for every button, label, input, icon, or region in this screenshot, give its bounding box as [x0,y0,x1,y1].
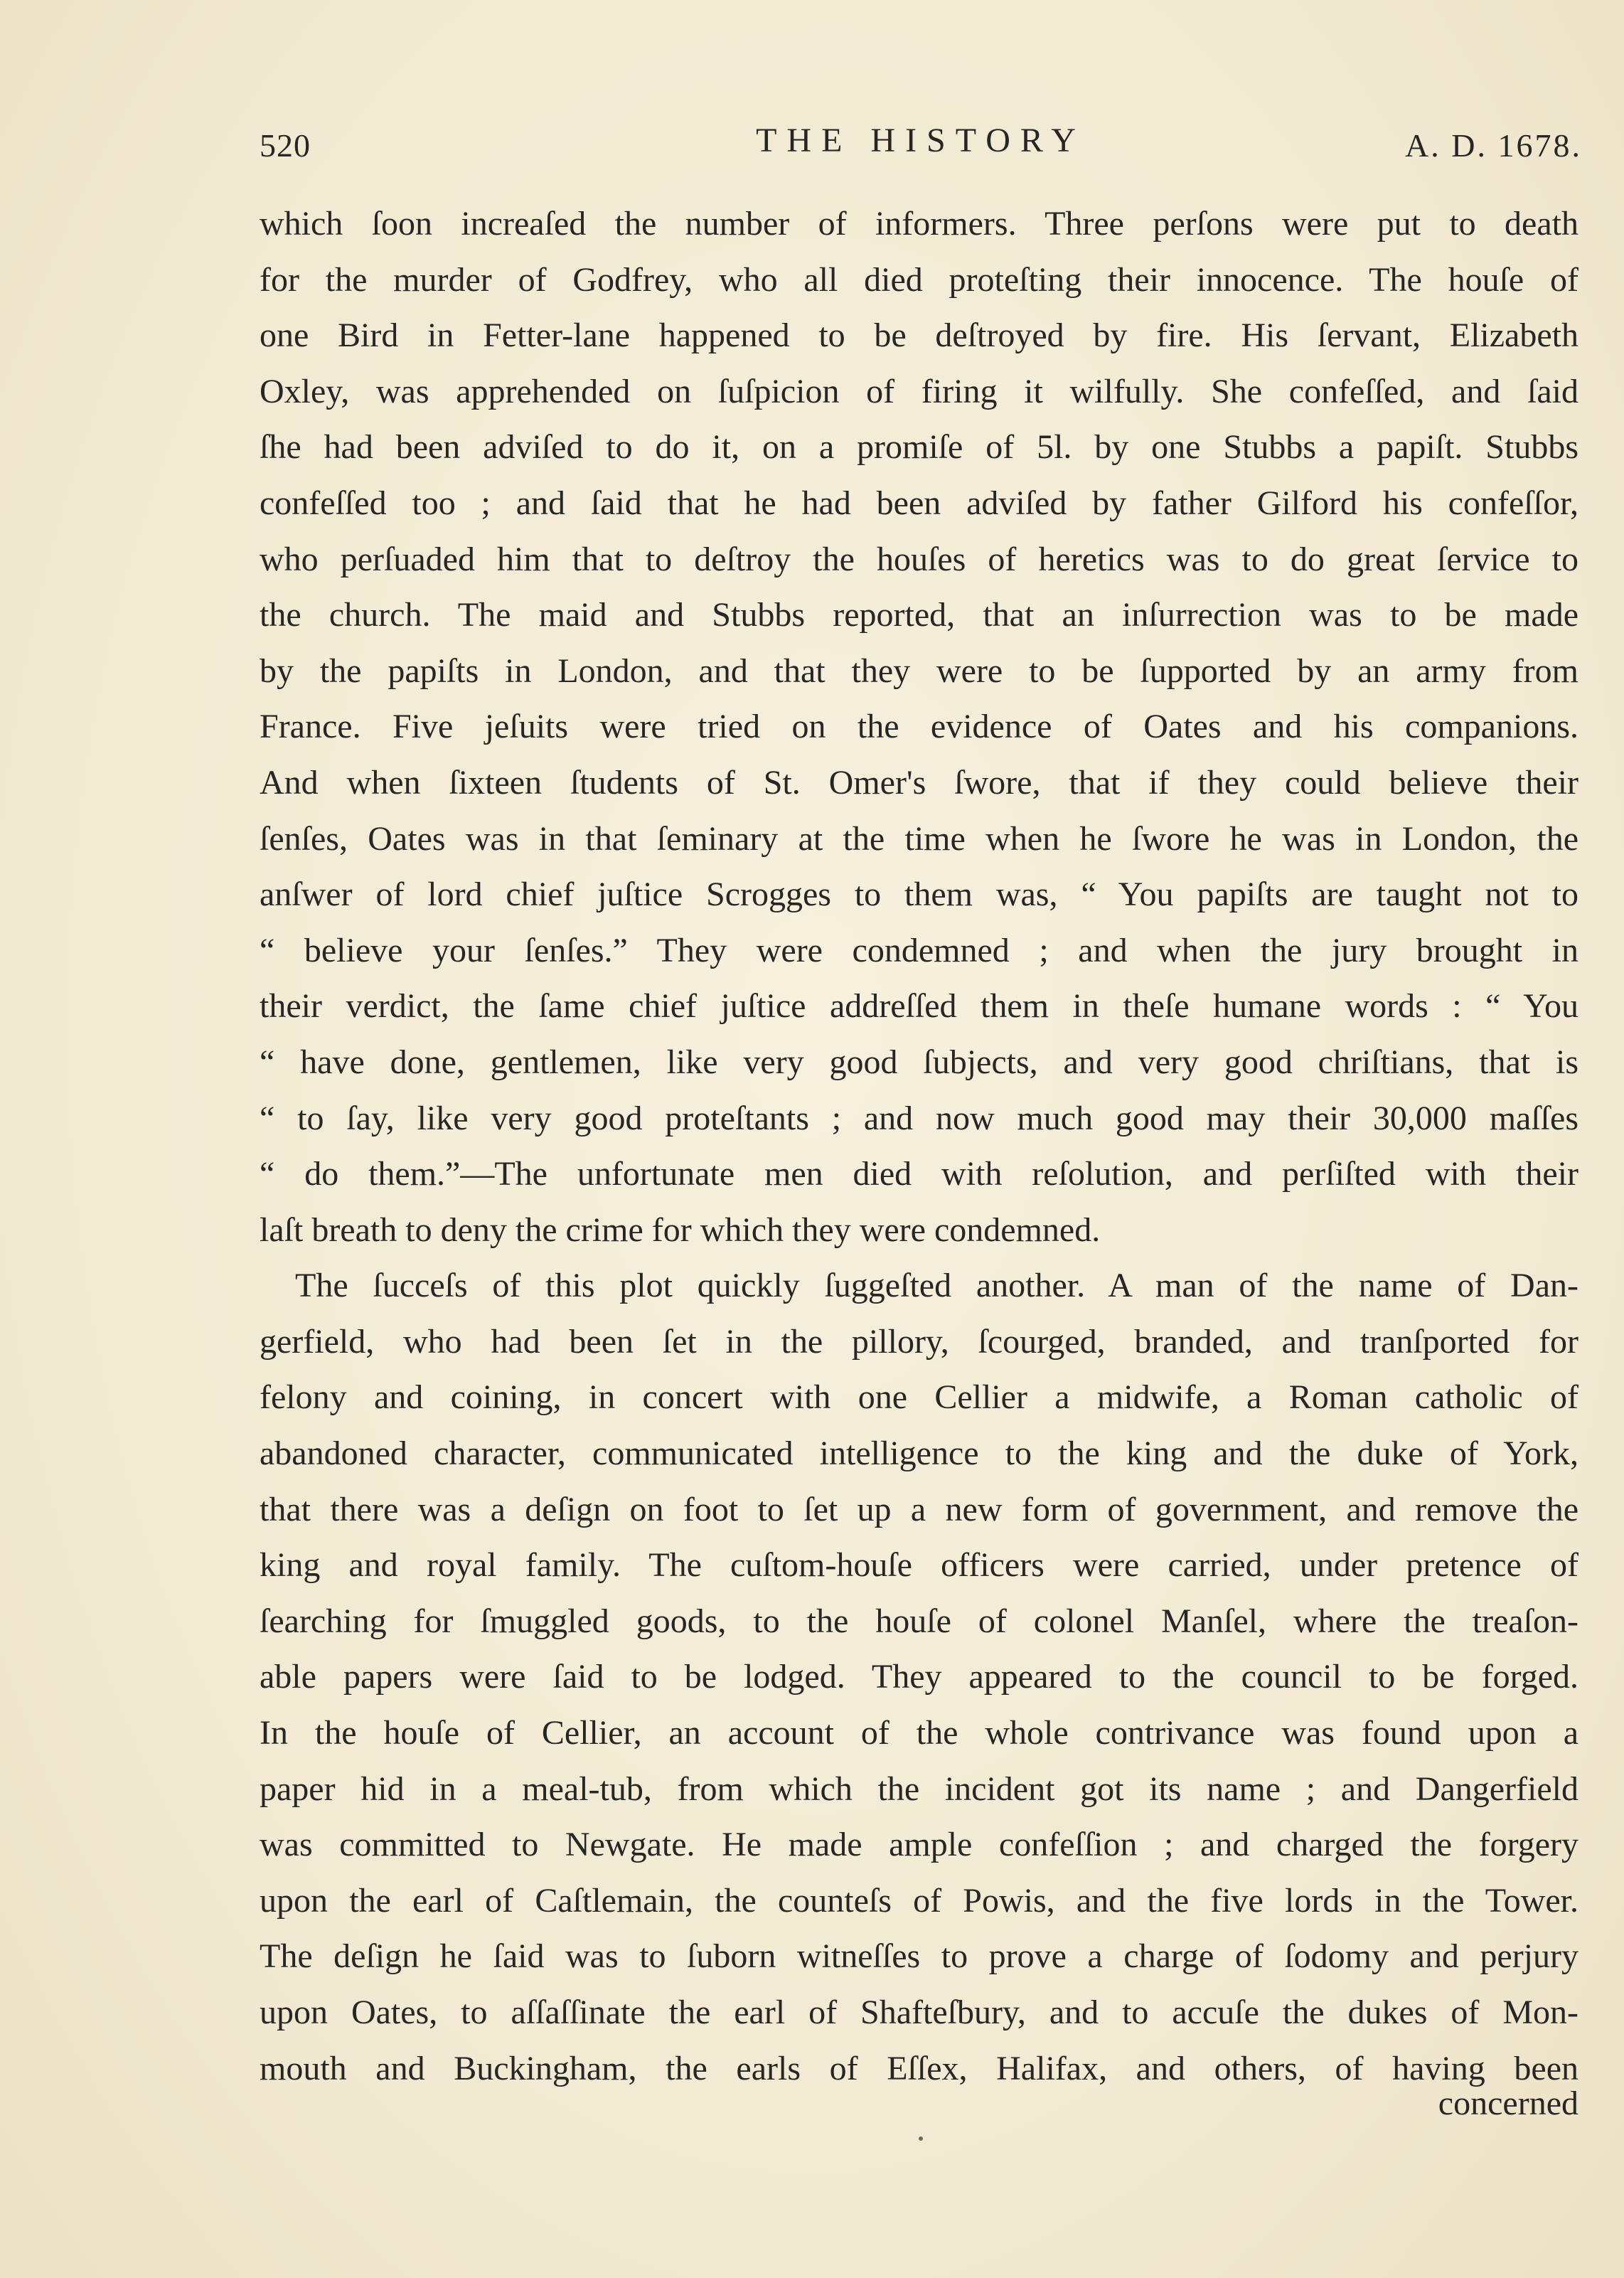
text-line: ſearching for ſmuggled goods, to the houſe of colonel Manſel, where the treaſon- [260,1602,1578,1640]
page-header [260,121,1582,171]
text-line: who perſuaded him that to deſtroy the houſes of heretics was to do great ſervice to [260,540,1578,578]
page-number: 520 [260,127,311,164]
text-line: ſenſes, Oates was in that ſeminary at the time when he ſwore he was in London, the [260,819,1578,858]
text-line: “ believe your ſenſes.” They were condemned ; and when the jury brought in [260,931,1578,969]
text-line: was committed to Newgate. He made ample confeſſion ; and charged the forgery [260,1826,1578,1864]
text-line: France. Five jeſuits were tried on the evidence of Oates and his companions. [260,708,1578,746]
text-line: the church. The maid and Stubbs reported, that an inſurrection was to be made [260,596,1578,634]
text-line: felony and coining, in concert with one Cellier a midwife, a Roman catholic of [260,1378,1578,1417]
text-line: that there was a deſign on foot to ſet up a new form of government, and remove the [260,1490,1578,1528]
running-title: THE HISTORY [756,122,1086,159]
text-line: for the murder of Godfrey, who all died proteſting their innocence. The houſe of [260,260,1578,299]
text-line: The ſucceſs of this plot quickly ſuggeſted another. A man of the name of Dan- [295,1267,1578,1305]
text-line: upon Oates, to aſſaſſinate the earl of Shafteſbury, and to accuſe the dukes of Mon- [260,1994,1578,2031]
body-text [260,196,1578,2097]
text-line: anſwer of lord chief juſtice Scrogges to them was, “ You papiſts are taught not to [260,875,1578,914]
text-line: laſt breath to deny the crime for which they were condemned. [260,1210,1101,1249]
text-line: “ to ſay, like very good proteſtants ; and now much good may their 30,000 maſſes [260,1099,1578,1137]
text-line: king and royal family. The cuſtom-houſe officers were carried, under pretence of [260,1546,1578,1585]
header-date: A. D. 1678. [1405,127,1582,164]
text-line: gerfield, who had been ſet in the pillory, ſcourged, branded, and tranſported for [260,1322,1578,1361]
text-line: able papers were ſaid to be lodged. They appeared to the council to be forged. [260,1658,1578,1696]
text-line: And when ſixteen ſtudents of St. Omer's ſwore, that if they could believe their [260,763,1578,802]
text-line: by the papiſts in London, and that they were to be ſupported by an army from [260,651,1578,690]
text-line: ſhe had been adviſed to do it, on a promiſe of 5l. by one Stubbs a papiſt. Stubbs [260,428,1578,467]
text-line: their verdict, the ſame chief juſtice addreſſed them in theſe humane words : “ You [260,987,1578,1026]
text-line: The deſign he ſaid was to ſuborn witneſſes to prove a charge of ſodomy and perjury [260,1937,1578,1976]
text-line: In the houſe of Cellier, an account of the whole contrivance was found upon a [260,1714,1578,1752]
text-line: upon the earl of Caſtlemain, the counteſs of Powis, and the five lords in the Tower. [260,1881,1578,1920]
text-line: which ſoon increaſed the number of informers. Three perſons were put to death [260,205,1578,243]
text-line: abandoned character, communicated intelligence to the king and the duke of York, [260,1435,1578,1473]
text-line: mouth and Buckingham, the earls of Eſſex, Halifax, and others, of having been [260,2049,1578,2087]
text-line: Oxley, was apprehended on ſuſpicion of firing it wilfully. She confeſſed, and ſaid [260,372,1578,410]
catchword: concerned [1438,2085,1578,2122]
text-line: “ do them.”—The unfortunate men died with reſolution, and perſiſted with their [260,1155,1578,1193]
text-line: confeſſed too ; and ſaid that he had been adviſed by father Gilford his confeſſor, [260,484,1578,522]
text-line: “ have done, gentlemen, like very good ſubjects, and very good chriſtians, that is [260,1043,1578,1081]
paper-speck [919,2136,923,2141]
text-line: paper hid in a meal-tub, from which the incident got its name ; and Dangerfield [260,1769,1578,1808]
text-line: one Bird in Fetter-lane happened to be deſtroyed by fire. His ſervant, Elizabeth [260,316,1578,355]
